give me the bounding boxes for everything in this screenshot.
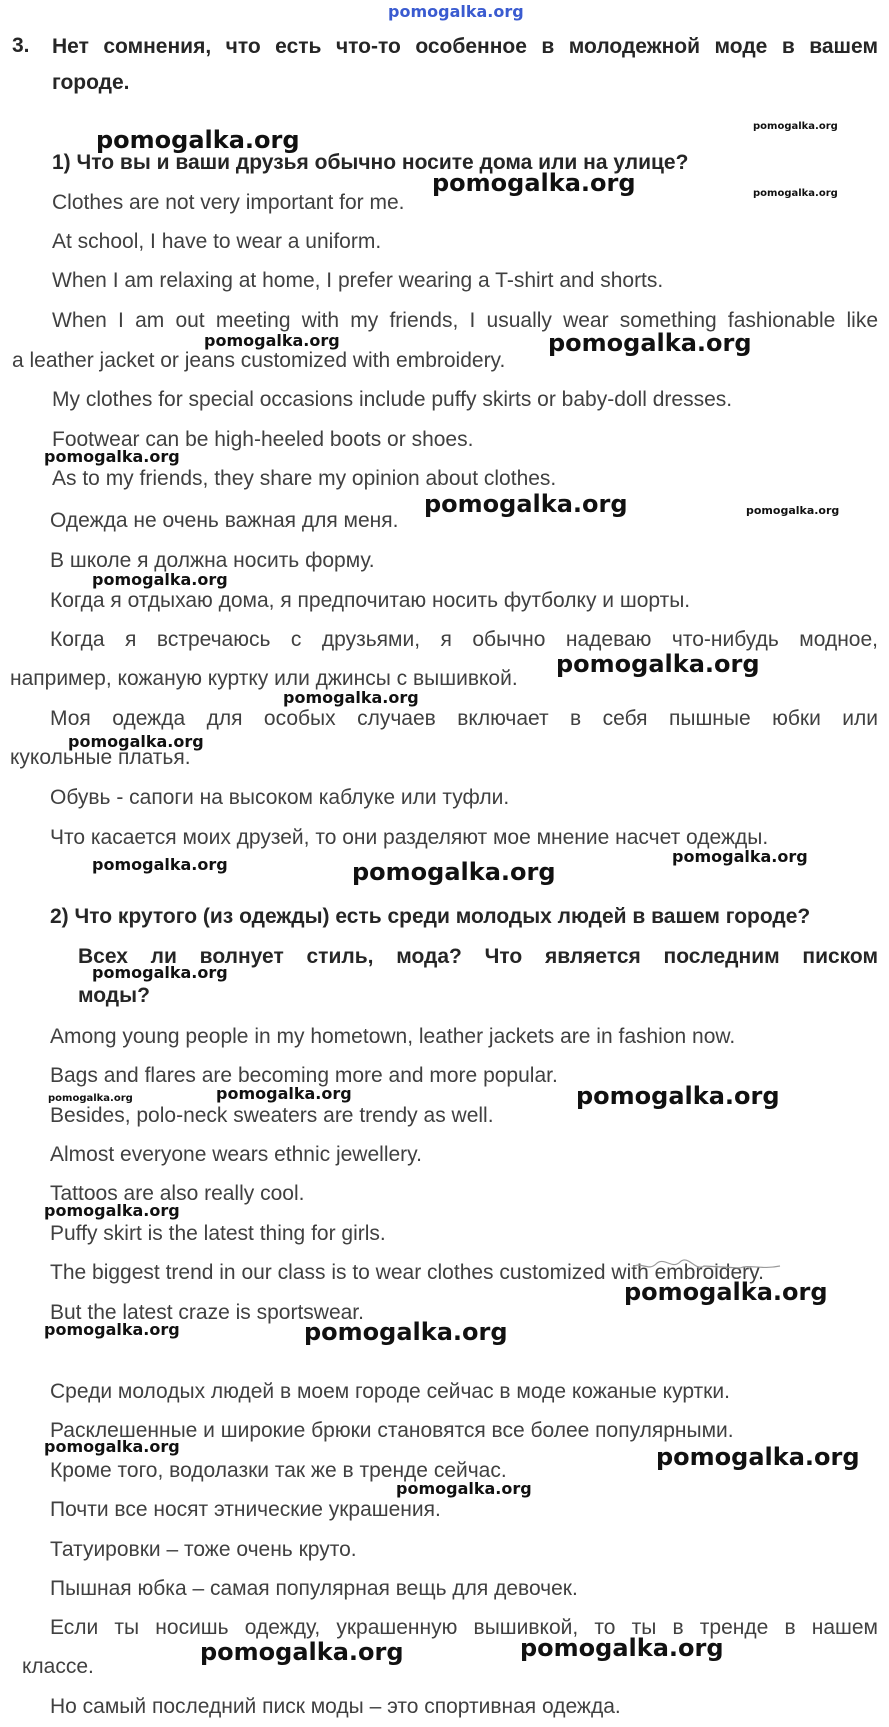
watermark: pomogalka.org bbox=[283, 688, 419, 707]
header-link[interactable]: pomogalka.org bbox=[388, 2, 524, 21]
paragraph: Bags and flares are becoming more and more popular. bbox=[50, 1064, 558, 1087]
watermark: pomogalka.org bbox=[96, 126, 300, 154]
question-number: 3. bbox=[12, 34, 30, 57]
watermark: pomogalka.org bbox=[304, 1318, 508, 1346]
paragraph: Когда я встречаюсь с друзьями, я обычно надеваю что-нибудь модное, bbox=[50, 628, 878, 651]
paragraph: В школе я должна носить форму. bbox=[50, 549, 375, 572]
watermark: pomogalka.org bbox=[44, 1437, 180, 1456]
watermark: pomogalka.org bbox=[746, 504, 840, 517]
subquestion-2-title-line-3: моды? bbox=[78, 984, 150, 1007]
watermark: pomogalka.org bbox=[548, 329, 752, 357]
paragraph: Если ты носишь одежду, украшенную вышивкой, то ты в тренде в нашем bbox=[50, 1616, 878, 1639]
paragraph: Besides, polo-neck sweaters are trendy as well. bbox=[50, 1104, 494, 1127]
paragraph: Пышная юбка – самая популярная вещь для девочек. bbox=[50, 1577, 578, 1600]
subquestion-2-title-line-2: Всех ли волнует стиль, мода? Что является последним писком bbox=[78, 945, 878, 968]
paragraph: But the latest craze is sportswear. bbox=[50, 1301, 364, 1324]
paragraph: Татуировки – тоже очень круто. bbox=[50, 1538, 357, 1561]
paragraph: Обувь - сапоги на высоком каблуке или туфли. bbox=[50, 786, 510, 809]
watermark: pomogalka.org bbox=[92, 963, 228, 982]
watermark: pomogalka.org bbox=[204, 331, 340, 350]
paragraph: My clothes for special occasions include puffy skirts or baby-doll dresses. bbox=[52, 388, 733, 411]
watermark: pomogalka.org bbox=[753, 188, 838, 199]
watermark: pomogalka.org bbox=[576, 1082, 780, 1110]
watermark: pomogalka.org bbox=[216, 1084, 352, 1103]
subquestion-2-title: 2) Что крутого (из одежды) есть среди молодых людей в вашем городе? bbox=[50, 905, 811, 928]
watermark: pomogalka.org bbox=[556, 650, 760, 678]
watermark: pomogalka.org bbox=[44, 1201, 180, 1220]
paragraph: The biggest trend in our class is to wear clothes customized with embroidery. bbox=[50, 1261, 764, 1284]
paragraph: a leather jacket or jeans customized with embroidery. bbox=[12, 349, 506, 372]
watermark: pomogalka.org bbox=[44, 1320, 180, 1339]
paragraph: Когда я отдыхаю дома, я предпочитаю носить футболку и шорты. bbox=[50, 589, 691, 612]
paragraph: Almost everyone wears ethnic jewellery. bbox=[50, 1143, 422, 1166]
paragraph: Кроме того, водолазки так же в тренде сейчас. bbox=[50, 1459, 507, 1482]
paragraph: Clothes are not very important for me. bbox=[52, 191, 405, 214]
paragraph: When I am relaxing at home, I prefer wearing a T-shirt and shorts. bbox=[52, 269, 664, 292]
watermark: pomogalka.org bbox=[656, 1443, 860, 1471]
paragraph: кукольные платья. bbox=[10, 746, 191, 769]
paragraph: Моя одежда для особых случаев включает в себя пышные юбки или bbox=[50, 707, 878, 730]
subquestion-1-title: 1) Что вы и ваши друзья обычно носите дома или на улице? bbox=[52, 151, 689, 174]
watermark: pomogalka.org bbox=[48, 1093, 133, 1104]
paragraph: например, кожаную куртку или джинсы с вышивкой. bbox=[10, 667, 518, 690]
paragraph: Но самый последний писк моды – это спортивная одежда. bbox=[50, 1695, 621, 1718]
paragraph: Среди молодых людей в моем городе сейчас в моде кожаные куртки. bbox=[50, 1380, 730, 1403]
paragraph: Tattoos are also really cool. bbox=[50, 1182, 305, 1205]
paragraph: Footwear can be high-heeled boots or shoes. bbox=[52, 428, 474, 451]
question-line-2: городе. bbox=[52, 71, 130, 94]
watermark: pomogalka.org bbox=[424, 490, 628, 518]
watermark: pomogalka.org bbox=[753, 121, 838, 132]
scribble-mark bbox=[630, 1258, 790, 1274]
paragraph: When I am out meeting with my friends, I usually wear something fashionable like bbox=[52, 309, 878, 332]
watermark: pomogalka.org bbox=[200, 1638, 404, 1666]
paragraph: классе. bbox=[22, 1655, 94, 1678]
paragraph: Одежда не очень важная для меня. bbox=[50, 509, 399, 532]
watermark: pomogalka.org bbox=[624, 1278, 828, 1306]
watermark: pomogalka.org bbox=[432, 169, 636, 197]
watermark: pomogalka.org bbox=[92, 855, 228, 874]
question-line-1: Нет сомнения, что есть что-то особенное в молодежной моде в вашем bbox=[52, 35, 878, 58]
paragraph: Почти все носят этнические украшения. bbox=[50, 1498, 441, 1521]
watermark: pomogalka.org bbox=[672, 847, 808, 866]
paragraph: Among young people in my hometown, leather jackets are in fashion now. bbox=[50, 1025, 736, 1048]
watermark: pomogalka.org bbox=[396, 1479, 532, 1498]
watermark: pomogalka.org bbox=[68, 732, 204, 751]
watermark: pomogalka.org bbox=[44, 447, 180, 466]
paragraph: Расклешенные и широкие брюки становятся все более популярными. bbox=[50, 1419, 734, 1442]
paragraph: Что касается моих друзей, то они разделяют мое мнение насчет одежды. bbox=[50, 826, 769, 849]
watermark: pomogalka.org bbox=[92, 570, 228, 589]
paragraph: Puffy skirt is the latest thing for girls. bbox=[50, 1222, 386, 1245]
paragraph: At school, I have to wear a uniform. bbox=[52, 230, 382, 253]
watermark: pomogalka.org bbox=[520, 1634, 724, 1662]
paragraph: As to my friends, they share my opinion about clothes. bbox=[52, 467, 557, 490]
watermark: pomogalka.org bbox=[352, 858, 556, 886]
